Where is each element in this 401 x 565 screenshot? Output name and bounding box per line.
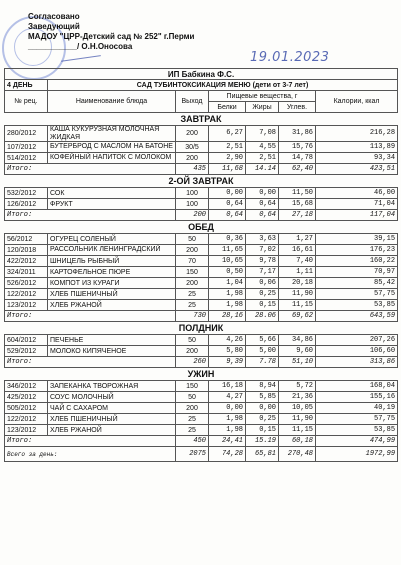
portion-output: 25 [176, 289, 209, 300]
dish-name: ХЛЕБ РЖАНОЙ [48, 300, 176, 311]
portion-output: 50 [176, 335, 209, 346]
fat-value: 0,00 [246, 188, 279, 199]
carbs-value: 14,78 [279, 153, 316, 164]
total-value: 28.06 [246, 311, 279, 322]
dish-name: КОМПОТ ИЗ КУРАГИ [48, 278, 176, 289]
col-fat: Жиры [246, 102, 279, 113]
carbs-value: 1,11 [279, 267, 316, 278]
protein-value: 16,18 [209, 381, 246, 392]
fat-value: 2,51 [246, 153, 279, 164]
recipe-number: 56/2012 [5, 234, 48, 245]
calories-value: 113,89 [316, 142, 398, 153]
col-nutrients: Пищевые вещества, г [209, 91, 316, 102]
fat-value: 9,78 [246, 256, 279, 267]
calories-value: 39,15 [316, 234, 398, 245]
fat-value: 4,55 [246, 142, 279, 153]
dish-name: ПЕЧЕНЬЕ [48, 335, 176, 346]
col-output: Выход [176, 91, 209, 113]
fat-value: 3,63 [246, 234, 279, 245]
calories-value: 40,19 [316, 403, 398, 414]
approval-line-4: ___________/ О.Н.Оносова [28, 42, 133, 51]
total-value: 730 [176, 311, 209, 322]
protein-value: 10,65 [209, 256, 246, 267]
total-value: 11,68 [209, 164, 246, 175]
carbs-value: 7,40 [279, 256, 316, 267]
protein-value: 0,36 [209, 234, 246, 245]
grand-total-value: 2075 [176, 447, 209, 462]
dish-name: РАССОЛЬНИК ЛЕНИНГРАДСКИЙ [48, 245, 176, 256]
calories-value: 57,75 [316, 414, 398, 425]
dish-name: ЗАПЕКАНКА ТВОРОЖНАЯ [48, 381, 176, 392]
dish-name: МОЛОКО КИПЯЧЕНОЕ [48, 346, 176, 357]
carbs-value: 11,90 [279, 289, 316, 300]
table-row [5, 256, 398, 267]
calories-value: 155,16 [316, 392, 398, 403]
recipe-number: 123/2012 [5, 425, 48, 436]
protein-value: 11,65 [209, 245, 246, 256]
protein-value: 2,51 [209, 142, 246, 153]
recipe-number: 126/2012 [5, 199, 48, 210]
recipe-number: 526/2012 [5, 278, 48, 289]
table-row [5, 142, 398, 153]
recipe-number: 280/2012 [5, 126, 48, 142]
protein-value: 5,80 [209, 346, 246, 357]
carbs-value: 21,36 [279, 392, 316, 403]
col-protein: Белки [209, 102, 246, 113]
fat-value: 7,08 [246, 126, 279, 142]
recipe-number: 120/2018 [5, 245, 48, 256]
carbs-value: 11,15 [279, 300, 316, 311]
protein-value: 1,98 [209, 300, 246, 311]
carbs-value: 15,68 [279, 199, 316, 210]
table-row [5, 289, 398, 300]
calories-value: 46,00 [316, 188, 398, 199]
recipe-number: 346/2012 [5, 381, 48, 392]
fat-value: 8,94 [246, 381, 279, 392]
table-row [5, 381, 398, 392]
calories-value: 168,04 [316, 381, 398, 392]
table-row [5, 300, 398, 311]
meal-title: ЗАВТРАК [5, 113, 398, 126]
portion-output: 100 [176, 199, 209, 210]
menu-title: САД ТУБИНТОКСИКАЦИЯ МЕНЮ (дети от 3-7 лет) [48, 80, 398, 91]
total-value: 0,64 [209, 210, 246, 221]
portion-output: 25 [176, 300, 209, 311]
table-row [5, 126, 398, 142]
dish-name: СОУС МОЛОЧНЫЙ [48, 392, 176, 403]
dish-name: КАША КУКУРУЗНАЯ МОЛОЧНАЯ ЖИДКАЯ [48, 126, 176, 142]
carbs-value: 16,61 [279, 245, 316, 256]
total-label: Итого: [5, 436, 176, 447]
total-value: 14.14 [246, 164, 279, 175]
section-total-row [5, 357, 398, 368]
recipe-number: 123/2012 [5, 300, 48, 311]
fat-value: 0,25 [246, 414, 279, 425]
protein-value: 4,27 [209, 392, 246, 403]
carbs-value: 11,90 [279, 414, 316, 425]
protein-value: 0,64 [209, 199, 246, 210]
calories-value: 106,60 [316, 346, 398, 357]
fat-value: 0,00 [246, 403, 279, 414]
total-value: 200 [176, 210, 209, 221]
total-value: 117,04 [316, 210, 398, 221]
portion-output: 50 [176, 392, 209, 403]
meal-section-header [5, 368, 398, 381]
fat-value: 0,15 [246, 300, 279, 311]
portion-output: 200 [176, 403, 209, 414]
total-label: Итого: [5, 311, 176, 322]
meal-section-header [5, 175, 398, 188]
carbs-value: 34,86 [279, 335, 316, 346]
total-value: 60,18 [279, 436, 316, 447]
protein-value: 1,04 [209, 278, 246, 289]
dish-name: ХЛЕБ ПШЕНИЧНЫЙ [48, 289, 176, 300]
protein-value: 0,50 [209, 267, 246, 278]
total-value: 0,64 [246, 210, 279, 221]
col-carbs: Углев. [279, 102, 316, 113]
handwritten-date: 19.01.2023 [250, 50, 330, 65]
table-row [5, 346, 398, 357]
total-label: Итого: [5, 357, 176, 368]
total-value: 28,16 [209, 311, 246, 322]
dish-name: ФРУКТ [48, 199, 176, 210]
dish-name: ШНИЦЕЛЬ РЫБНЫЙ [48, 256, 176, 267]
protein-value: 6,27 [209, 126, 246, 142]
col-dish: Наименование блюда [48, 91, 176, 113]
meal-section-header [5, 322, 398, 335]
recipe-number: 604/2012 [5, 335, 48, 346]
day-label: 4 ДЕНЬ [5, 80, 48, 91]
dish-name: КОФЕЙНЫЙ НАПИТОК С МОЛОКОМ [48, 153, 176, 164]
grand-total-value: 270,48 [279, 447, 316, 462]
recipe-number: 425/2012 [5, 392, 48, 403]
portion-output: 100 [176, 188, 209, 199]
portion-output: 200 [176, 153, 209, 164]
approval-line-2: Заведующий [28, 22, 80, 31]
total-value: 62,40 [279, 164, 316, 175]
table-row [5, 392, 398, 403]
total-value: 9,39 [209, 357, 246, 368]
grand-total-label: Всего за день: [5, 447, 176, 462]
portion-output: 70 [176, 256, 209, 267]
protein-value: 4,26 [209, 335, 246, 346]
carbs-value: 5,72 [279, 381, 316, 392]
total-value: 313,86 [316, 357, 398, 368]
meal-title: ПОЛДНИК [5, 322, 398, 335]
portion-output: 150 [176, 267, 209, 278]
calories-value: 57,75 [316, 289, 398, 300]
dish-name: ХЛЕБ ПШЕНИЧНЫЙ [48, 414, 176, 425]
calories-value: 160,22 [316, 256, 398, 267]
recipe-number: 324/2011 [5, 267, 48, 278]
calories-value: 93,34 [316, 153, 398, 164]
total-value: 51,10 [279, 357, 316, 368]
portion-output: 200 [176, 126, 209, 142]
protein-value: 1,98 [209, 289, 246, 300]
table-row [5, 153, 398, 164]
table-row [5, 414, 398, 425]
fat-value: 7,02 [246, 245, 279, 256]
approval-line-3: МАДОУ "ЦРР-Детский сад № 252" г.Перми [28, 32, 195, 41]
portion-output: 200 [176, 278, 209, 289]
calories-value: 53,85 [316, 300, 398, 311]
fat-value: 0,25 [246, 289, 279, 300]
recipe-number: 505/2012 [5, 403, 48, 414]
menu-table [4, 68, 398, 462]
calories-value: 85,42 [316, 278, 398, 289]
portion-output: 150 [176, 381, 209, 392]
carbs-value: 9,60 [279, 346, 316, 357]
meal-title: 2-ОЙ ЗАВТРАК [5, 175, 398, 188]
dish-name: КАРТОФЕЛЬНОЕ ПЮРЕ [48, 267, 176, 278]
calories-value: 71,04 [316, 199, 398, 210]
total-value: 15.19 [246, 436, 279, 447]
fat-value: 5,66 [246, 335, 279, 346]
section-total-row [5, 164, 398, 175]
portion-output: 200 [176, 245, 209, 256]
total-value: 450 [176, 436, 209, 447]
total-value: 435 [176, 164, 209, 175]
dish-name: ХЛЕБ РЖАНОЙ [48, 425, 176, 436]
total-value: 260 [176, 357, 209, 368]
protein-value: 2,90 [209, 153, 246, 164]
table-row [5, 403, 398, 414]
protein-value: 1,98 [209, 425, 246, 436]
portion-output: 25 [176, 414, 209, 425]
total-value: 423,51 [316, 164, 398, 175]
table-row [5, 245, 398, 256]
carbs-value: 11,50 [279, 188, 316, 199]
col-calories: Калории, ккал [316, 91, 398, 113]
calories-value: 53,85 [316, 425, 398, 436]
carbs-value: 1,27 [279, 234, 316, 245]
total-label: Итого: [5, 164, 176, 175]
total-value: 7.78 [246, 357, 279, 368]
meal-title: УЖИН [5, 368, 398, 381]
table-row [5, 199, 398, 210]
dish-name: СОК [48, 188, 176, 199]
total-value: 27,18 [279, 210, 316, 221]
dish-name: БУТЕРБРОД С МАСЛОМ НА БАТОНЕ [48, 142, 176, 153]
recipe-number: 422/2012 [5, 256, 48, 267]
table-row [5, 234, 398, 245]
total-value: 643,59 [316, 311, 398, 322]
menu-table-body [5, 69, 398, 462]
meal-section-header [5, 221, 398, 234]
grand-total-value: 1972,99 [316, 447, 398, 462]
protein-value: 1,98 [209, 414, 246, 425]
fat-value: 7,17 [246, 267, 279, 278]
total-value: 69,62 [279, 311, 316, 322]
grand-total-row [5, 447, 398, 462]
col-recipe: № рец. [5, 91, 48, 113]
meal-title: ОБЕД [5, 221, 398, 234]
portion-output: 30/5 [176, 142, 209, 153]
recipe-number: 514/2012 [5, 153, 48, 164]
recipe-number: 532/2012 [5, 188, 48, 199]
calories-value: 70,97 [316, 267, 398, 278]
portion-output: 25 [176, 425, 209, 436]
table-row [5, 425, 398, 436]
calories-value: 176,23 [316, 245, 398, 256]
carbs-value: 11,15 [279, 425, 316, 436]
table-row [5, 335, 398, 346]
meal-section-header [5, 113, 398, 126]
total-value: 474,99 [316, 436, 398, 447]
portion-output: 50 [176, 234, 209, 245]
total-value: 24,41 [209, 436, 246, 447]
fat-value: 0,15 [246, 425, 279, 436]
carbs-value: 20,18 [279, 278, 316, 289]
fat-value: 5,85 [246, 392, 279, 403]
section-total-row [5, 436, 398, 447]
carbs-value: 15,76 [279, 142, 316, 153]
dish-name: ЧАЙ С САХАРОМ [48, 403, 176, 414]
supplier-name: ИП Бабкина Ф.С. [5, 69, 398, 80]
approval-line-1: Согласовано [28, 12, 80, 21]
recipe-number: 122/2012 [5, 414, 48, 425]
table-row [5, 278, 398, 289]
recipe-number: 107/2012 [5, 142, 48, 153]
calories-value: 216,28 [316, 126, 398, 142]
calories-value: 207,26 [316, 335, 398, 346]
portion-output: 200 [176, 346, 209, 357]
approval-block [28, 12, 194, 52]
fat-value: 0,64 [246, 199, 279, 210]
section-total-row [5, 311, 398, 322]
grand-total-value: 74,28 [209, 447, 246, 462]
carbs-value: 10,05 [279, 403, 316, 414]
fat-value: 0,06 [246, 278, 279, 289]
table-row [5, 188, 398, 199]
recipe-number: 529/2012 [5, 346, 48, 357]
table-row [5, 267, 398, 278]
fat-value: 5,00 [246, 346, 279, 357]
total-label: Итого: [5, 210, 176, 221]
protein-value: 0,00 [209, 403, 246, 414]
dish-name: ОГУРЕЦ СОЛЕНЫЙ [48, 234, 176, 245]
recipe-number: 122/2012 [5, 289, 48, 300]
protein-value: 0,00 [209, 188, 246, 199]
carbs-value: 31,86 [279, 126, 316, 142]
section-total-row [5, 210, 398, 221]
grand-total-value: 65,81 [246, 447, 279, 462]
